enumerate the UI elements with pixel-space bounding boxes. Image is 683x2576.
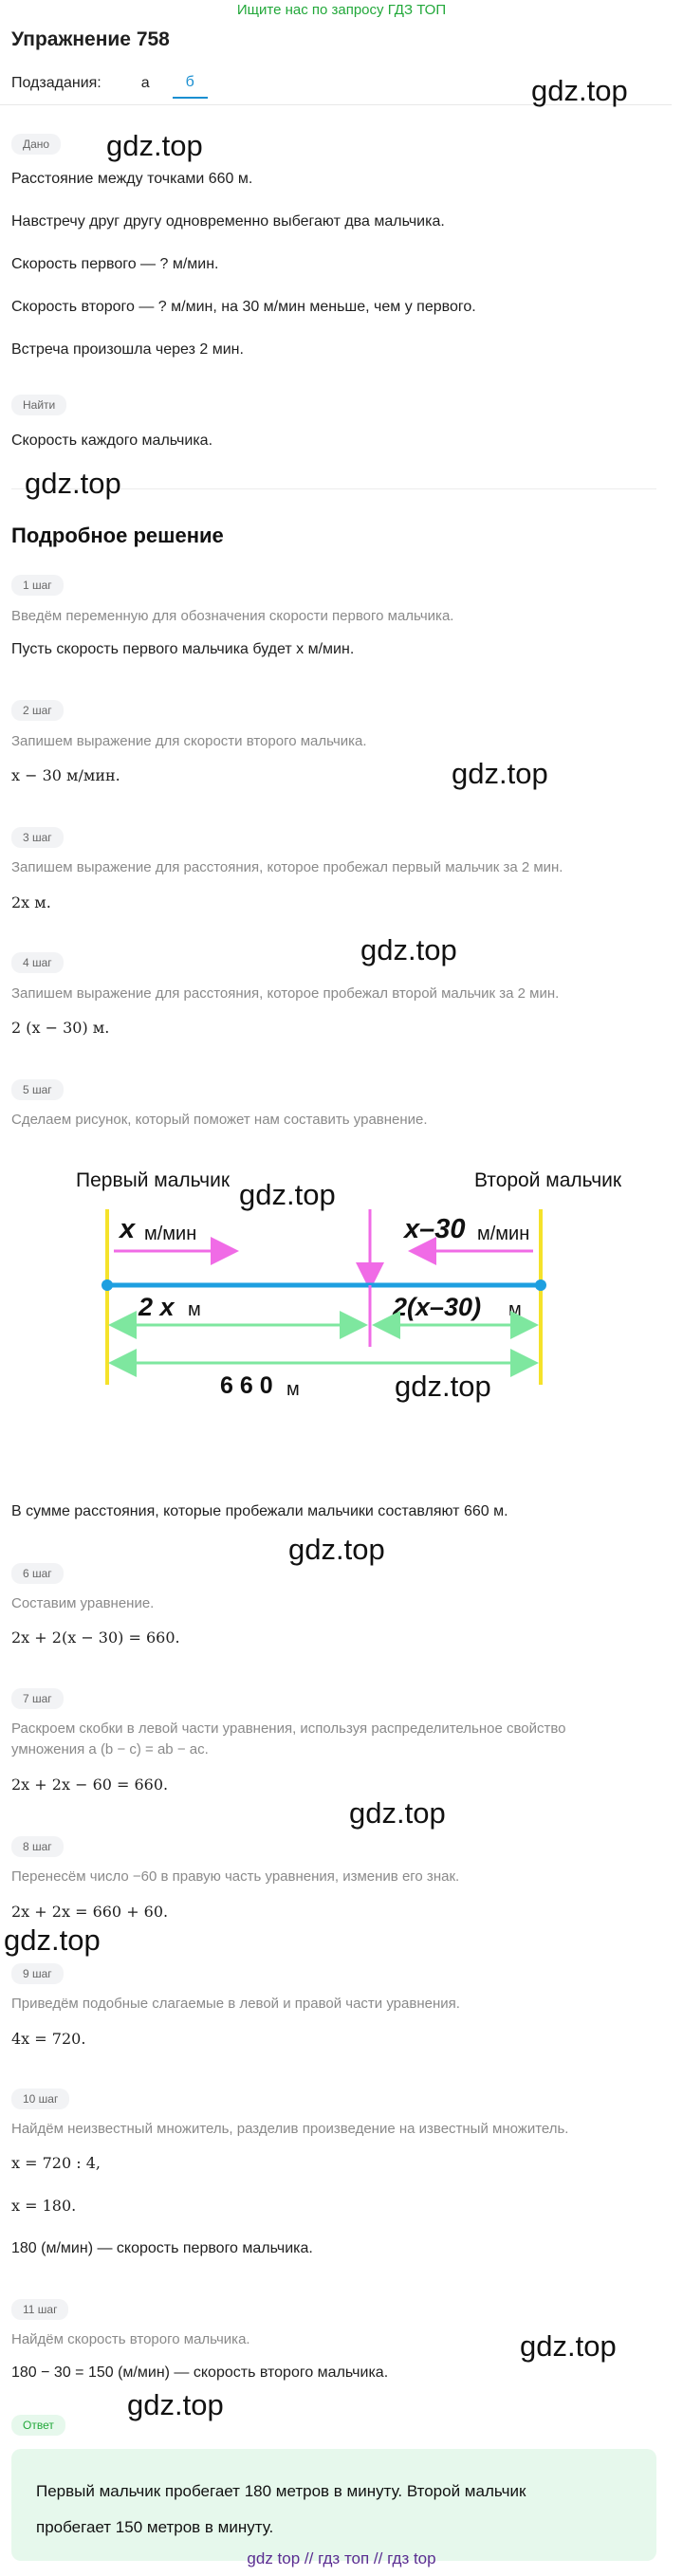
watermark: gdz.top — [4, 1923, 101, 1957]
tab-b[interactable]: б — [173, 68, 208, 99]
step-badge: 6 шаг — [11, 1563, 64, 1584]
step-result: x = 720 : 4, — [11, 2154, 101, 2172]
v2-var: x–30 — [404, 1214, 466, 1244]
watermark: gdz.top — [239, 1178, 336, 1211]
step-desc: Раскроем скобки в левой части уравнения, используя распределительное свойство — [11, 1720, 566, 1737]
search-banner: Ищите нас по запросу ГДЗ ТОП — [236, 2, 447, 18]
step-badge: 2 шаг — [11, 700, 64, 721]
right-boy-label: Второй мальчик — [474, 1169, 622, 1191]
watermark: gdz.top — [127, 2388, 224, 2421]
step-result: 2x м. — [11, 893, 51, 911]
find-badge: Найти — [11, 395, 66, 415]
answer-line: Первый мальчик пробегает 180 метров в минуту. Второй мальчик — [36, 2482, 526, 2500]
subtasks-label: Подзадания: — [11, 75, 102, 91]
step-badge: 1 шаг — [11, 575, 64, 596]
step-badge: 10 шаг — [11, 2088, 69, 2109]
step-desc-cont: умножения a (b − c) = ab − ac. — [11, 1741, 209, 1757]
step-badge: 4 шаг — [11, 952, 64, 973]
watermark: gdz.top — [288, 1533, 385, 1566]
given-line: Скорость первого — ? м/мин. — [11, 256, 219, 272]
step-desc: Перенесём число −60 в правую часть уравнения, изменив его знак. — [11, 1868, 460, 1885]
step-badge: 3 шаг — [11, 827, 64, 848]
start-point-right — [535, 1279, 546, 1291]
watermark: gdz.top — [531, 74, 628, 107]
step-result: 2 (x − 30) м. — [11, 1019, 110, 1037]
step-result: В сумме расстояния, которые пробежали мальчики составляют 660 м. — [11, 1503, 508, 1519]
step-result: 2x + 2x − 60 = 660. — [11, 1776, 169, 1794]
step-result: x − 30 м/мин. — [11, 766, 120, 784]
watermark: gdz.top — [520, 2329, 617, 2363]
d2-label: 2(x–30) — [393, 1293, 482, 1321]
step-desc: Найдём неизвестный множитель, разделив произведение на известный множитель. — [11, 2121, 569, 2137]
answer-box — [11, 2449, 656, 2561]
step-badge: 5 шаг — [11, 1079, 64, 1100]
footer: gdz top // гдз топ // гдз top — [247, 2549, 436, 2567]
step-badge: 8 шаг — [11, 1836, 64, 1857]
d1-unit: м — [188, 1299, 201, 1320]
step-result: Пусть скорость первого мальчика будет x м/мин. — [11, 641, 355, 657]
step-result: 2x + 2x = 660 + 60. — [11, 1903, 169, 1921]
watermark: gdz.top — [349, 1796, 446, 1830]
step-result: 4x = 720. — [11, 2030, 86, 2048]
given-line: Скорость второго — ? м/мин, на 30 м/мин меньше, чем у первого. — [11, 299, 476, 315]
v1-var: x — [120, 1214, 136, 1244]
d1-label: 2 x — [138, 1293, 175, 1321]
step-desc: Запишем выражение для расстояния, которое пробежал второй мальчик за 2 мин. — [11, 985, 560, 1002]
answer-line: пробегает 150 метров в минуту. — [36, 2518, 274, 2536]
watermark: gdz.top — [452, 757, 548, 790]
find-line: Скорость каждого мальчика. — [11, 432, 213, 449]
step-desc: Сделаем рисунок, который поможет нам составить уравнение. — [11, 1112, 428, 1128]
watermark: gdz.top — [106, 129, 203, 162]
given-line: Навстречу друг другу одновременно выбегают два мальчика. — [11, 213, 445, 230]
v1-unit: м/мин — [144, 1224, 197, 1244]
page-title: Упражнение 758 — [11, 28, 170, 50]
watermark: gdz.top — [395, 1370, 491, 1403]
solution-title: Подробное решение — [11, 524, 224, 547]
answer-badge: Ответ — [11, 2415, 65, 2436]
step-badge: 11 шаг — [11, 2299, 68, 2320]
step-result: 180 (м/мин) — скорость первого мальчика. — [11, 2240, 313, 2256]
step-result: 2x + 2(x − 30) = 660. — [11, 1628, 180, 1647]
total-label: 6 6 0 — [220, 1372, 273, 1399]
d2-unit: м — [508, 1299, 522, 1320]
step-desc: Приведём подобные слагаемые в левой и правой части уравнения. — [11, 1996, 460, 2012]
watermark: gdz.top — [25, 467, 121, 500]
step-desc: Запишем выражение для скорости второго мальчика. — [11, 733, 367, 749]
step-result: 180 − 30 = 150 (м/мин) — скорость второго мальчика. — [11, 2364, 389, 2381]
given-line: Встреча произошла через 2 мин. — [11, 341, 244, 358]
step-desc: Запишем выражение для расстояния, которое пробежал первый мальчик за 2 мин. — [11, 859, 563, 875]
given-badge: Дано — [11, 134, 61, 155]
start-point-left — [102, 1279, 113, 1291]
step-result: x = 180. — [11, 2197, 77, 2215]
total-unit: м — [286, 1379, 300, 1399]
step-desc: Найдём скорость второго мальчика. — [11, 2331, 250, 2347]
step-desc: Введём переменную для обозначения скорости первого мальчика. — [11, 608, 454, 624]
tab-a[interactable]: а — [140, 75, 150, 91]
given-line: Расстояние между точками 660 м. — [11, 171, 253, 187]
v2-unit: м/мин — [477, 1224, 530, 1244]
distance-diagram — [0, 1152, 683, 1399]
step-desc: Составим уравнение. — [11, 1595, 155, 1611]
left-boy-label: Первый мальчик — [76, 1169, 231, 1191]
step-badge: 9 шаг — [11, 1963, 64, 1984]
step-badge: 7 шаг — [11, 1688, 64, 1709]
watermark: gdz.top — [360, 933, 457, 966]
